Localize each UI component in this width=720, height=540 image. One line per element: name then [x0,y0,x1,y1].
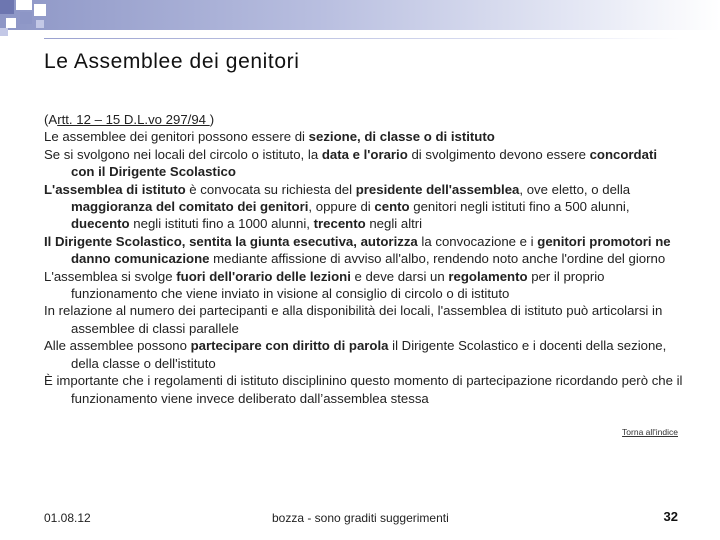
text-run: e deve darsi un [350,268,449,284]
bold-text: presidente dell'assemblea [355,181,520,197]
slide-body [44,111,684,407]
body-paragraph [44,233,684,268]
body-paragraph [44,337,684,372]
text-run: mediante affissione di avviso all'albo, rendendo noto anche l'ordine del giorno [209,251,666,267]
body-paragraph [44,372,684,407]
bold-text: concordati con il Dirigente Scolastico [71,146,658,180]
law-reference [44,111,684,128]
bold-text: fuori dell'orario delle lezioni [176,268,351,284]
bold-text: genitori promotori ne danno comunicazione [71,233,671,267]
bold-text: maggioranza del comitato dei genitori [71,199,309,215]
body-paragraph [44,268,684,303]
footer-date: 01.08.12 [44,511,91,525]
text-run: negli altri [365,216,423,232]
text-run: Alle assemblee possono [44,338,191,354]
text-run: la convocazione e i [417,233,538,249]
text-run: , ove eletto, o della [519,181,631,197]
law-reference-link[interactable]: rtt. 12 – 15 D.L.vo 297/94 [57,112,210,127]
reference-open: (A [44,112,58,127]
bold-text: sezione, di classe o di istituto [308,129,495,145]
text-run: genitori negli istituti fino a 500 alunni, [409,199,630,215]
slide-title: Le Assemblee dei genitori [44,50,300,73]
text-run: per il proprio funzionamento che viene inviato in visione al consiglio di circolo o di istituto [71,268,605,302]
text-run: Se si svolgono nei locali del circolo o istituto, la [44,146,322,162]
page-number: 32 [663,509,678,524]
text-run: L'assemblea si svolge [44,268,177,284]
text-run: , oppure di [308,199,375,215]
decorative-squares [0,0,60,40]
back-to-index-link[interactable]: Torna all'indice [622,427,678,437]
body-paragraph [44,181,684,233]
text-run: In relazione al numero dei partecipanti e alla disponibilità dei locali, l'assemblea di istituto può articolarsi in assemblee di classi parallele [44,303,663,336]
footer-note: bozza - sono graditi suggerimenti [272,511,449,525]
reference-close: ) [209,112,215,127]
text-run: È importante che i regolamenti di istituto disciplinino questo momento di partecipazione ricordando però che il funzionamento viene invece deliberato dall’assemblea stessa [44,373,683,406]
bold-text: duecento [71,216,130,232]
text-run: il Dirigente Scolastico e i docenti della sezione, della classe o dell'istituto [71,338,667,371]
bold-text: partecipare con diritto di parola [190,338,389,354]
text-run: è convocata su richiesta del [185,181,356,197]
bold-text: cento [374,199,410,215]
title-rule [44,38,680,39]
text-run: negli istituti fino a 1000 alunni, [129,216,314,232]
text-run: Le assemblee dei genitori possono essere di [44,129,309,145]
header-band [0,0,720,30]
text-run: di svolgimento devono essere [407,146,590,162]
body-paragraph [44,128,684,145]
bold-text: regolamento [448,268,528,284]
paragraph-list [44,128,684,407]
body-paragraph [44,146,684,181]
bold-text: trecento [313,216,366,232]
bold-text: Il Dirigente Scolastico, sentita la giunta esecutiva, autorizza [44,233,418,249]
bold-text: data e l'orario [321,146,408,162]
body-paragraph [44,302,684,337]
bold-text: L'assemblea di istituto [44,181,186,197]
